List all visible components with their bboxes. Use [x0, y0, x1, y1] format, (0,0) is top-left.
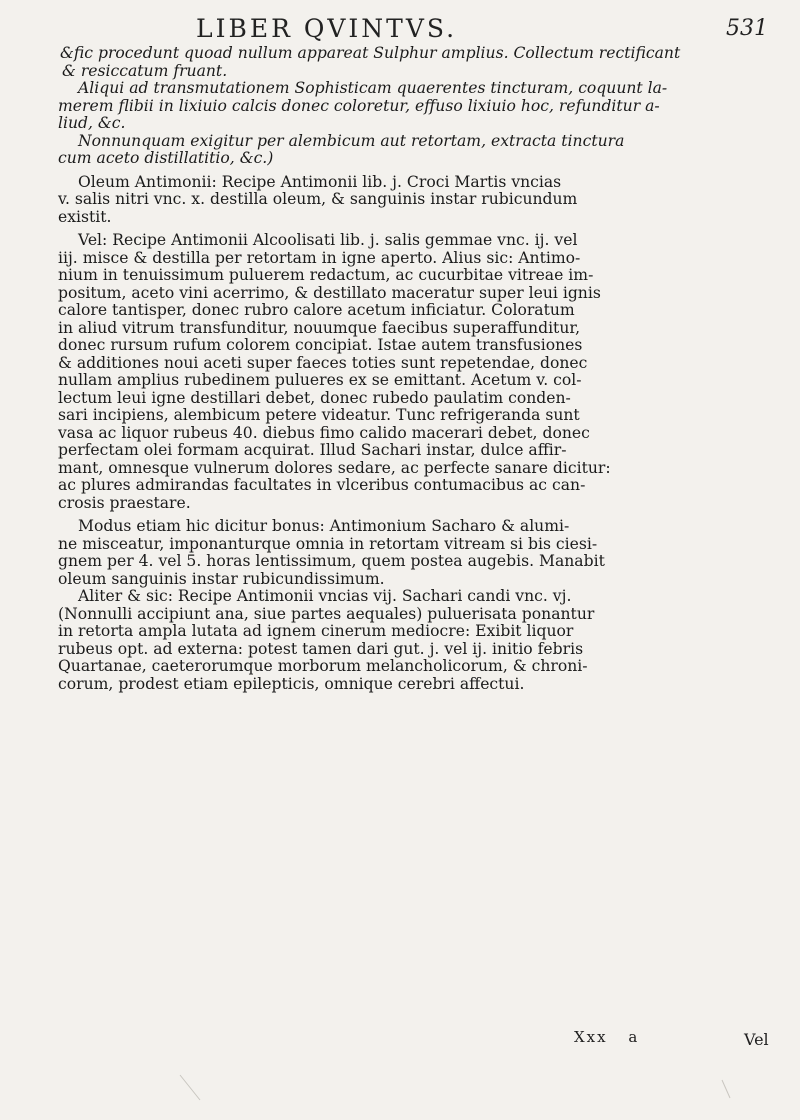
text-line: lectum leui igne destillari debet, donec rubedo paulatim conden- [58, 389, 571, 407]
text-line: calore tantisper, donec rubro calore acetum inficiatur. Coloratum [58, 302, 575, 319]
text-line: sari incipiens, alembicum petere videatur. Tunc refrigeranda sunt [58, 407, 580, 424]
text-line: mant, omnesque vulnerum dolores sedare, ac perfecte sanare dicitur: [58, 459, 611, 477]
text-line: gnem per 4. vel 5. horas lentissimum, quem postea augebis. Manabit [58, 553, 605, 570]
text-line: Vel: Recipe Antimonii Alcoolisati lib. j. salis gemmae vnc. ij. vel [78, 232, 578, 249]
text-line: liud, &c. [58, 115, 126, 132]
text-line: Nonnunquam exigitur per alembicum aut retortam, extracta tinctura [78, 132, 625, 150]
page-number: 531 [726, 16, 768, 41]
text-line: in aliud vitrum transfunditur, nouumque faecibus superaffunditur, [58, 319, 581, 337]
text-line: iij. misce & destilla per retortam in igne aperto. Alius sic: Antimo- [58, 249, 581, 267]
text-line: existit. [58, 208, 112, 226]
text-line: Modus etiam hic dicitur bonus: Antimonium Sacharo & alumi- [78, 518, 570, 535]
signature-mark [574, 1028, 639, 1046]
text-line: nium in tenuissimum puluerem redactum, ac cucurbitae vitreae im- [58, 267, 594, 284]
text-line: vasa ac liquor rubeus 40. diebus fimo calido macerari debet, donec [58, 424, 590, 442]
text-line: &fic procedunt quoad nullum appareat Sulphur amplius. Collectum rectificant [60, 45, 681, 62]
text-line: in retorta ampla lutata ad ignem cinerum mediocre: Exibit liquor [58, 623, 574, 640]
text-line: Aliqui ad transmutationem Sophisticam quaerentes tincturam, coquunt la- [78, 80, 668, 97]
running-head: LIBER QVINTVS. [196, 14, 458, 43]
text-line: merem flibii in lixiuio calcis donec coloretur, effuso lixiuio hoc, refunditur a- [58, 97, 660, 115]
text-line: positum, aceto vini acerrimo, & destillato maceratur super leui ignis [58, 284, 601, 302]
text-line: v. salis nitri vnc. x. destilla oleum, & sanguinis instar rubicundum [58, 191, 578, 208]
text-line: Oleum Antimonii: Recipe Antimonii lib. j. Croci Martis vncias [78, 173, 562, 191]
text-line: Quartanae, caeterorumque morborum melancholicorum, & chroni- [58, 658, 588, 675]
text-line: cum aceto distillatitio, &c.) [58, 150, 274, 167]
text-lines [8, 45, 778, 693]
text-line: Aliter & sic: Recipe Antimonii vncias vij. Sachari candi vnc. vj. [78, 588, 572, 605]
text-line: crosis praestare. [58, 494, 191, 512]
text-line: & resiccatum fruant. [62, 62, 228, 80]
text-line: (Nonnulli accipiunt ana, siue partes aequales) puluerisata ponantur [58, 605, 595, 623]
catchword: Vel [744, 1030, 769, 1049]
page-body [8, 45, 778, 693]
text-line: ac plures admirandas facultates in vlceribus contumacibus ac can- [58, 477, 586, 494]
text-line: & additiones noui aceti super faeces toties sunt repetendae, donec [58, 354, 588, 372]
text-line: oleum sanguinis instar rubicundissimum. [58, 570, 385, 588]
signature-letter: a [628, 1028, 640, 1046]
text-line: rubeus opt. ad externa: potest tamen dari gut. j. vel ij. initio febris [58, 640, 584, 658]
signature-text: Xxx [574, 1028, 608, 1046]
text-line: perfectam olei formam acquirat. Illud Sachari instar, dulce affir- [58, 442, 567, 459]
text-line: ne misceatur, imponanturque omnia in retortam vitream si bis ciesi- [58, 535, 598, 553]
text-line: donec rursum rufum colorem concipiat. Istae autem transfusiones [58, 337, 583, 354]
text-line: nullam amplius rubedinem pulueres ex se emittant. Acetum v. col- [58, 372, 582, 389]
text-line: corum, prodest etiam epilepticis, omnique cerebri affectui. [58, 675, 525, 693]
